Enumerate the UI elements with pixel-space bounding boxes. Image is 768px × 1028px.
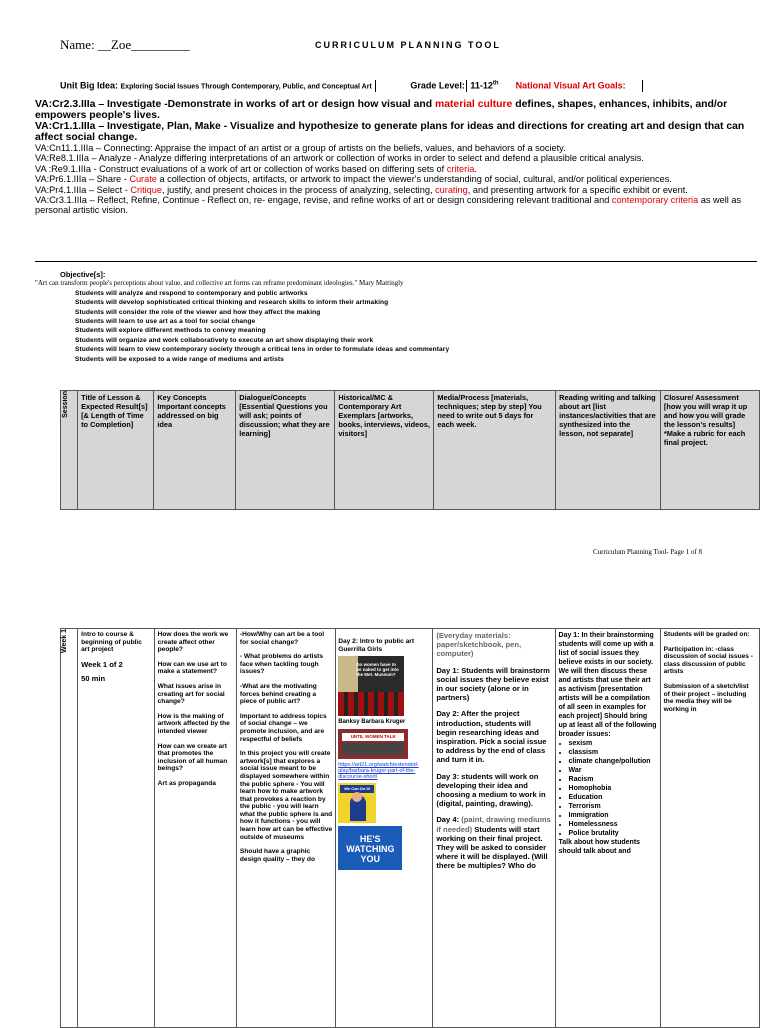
grade-label: Grade Level: xyxy=(410,80,465,91)
list-item: • Education xyxy=(569,793,657,802)
standard-item: VA:Cr1.1.IIIa – Investigate, Plan, Make - Visualize and hypothesize to generate plans for ideas and directions for creating art and design that can affect social change. xyxy=(35,121,745,143)
objective-item: Students will consider the role of the viewer and how they affect the making xyxy=(75,308,321,316)
kruger-photo xyxy=(342,743,404,755)
unit-row xyxy=(60,80,760,92)
header-cell: Historical/MC & Contemporary Art Exemplars [artworks, books, interviews, videos, visitors] xyxy=(335,391,434,510)
standard-item: VA:Cr2.3.IIIa – Investigate -Demonstrate in works of art or design how visual and material culture defines, shapes, enhances, inhibits, and/or empowers people's lives. xyxy=(35,99,728,121)
header-cell: Media/Process [materials, techniques; step by step] You need to write out 5 days for each week. xyxy=(434,391,556,510)
objectives-quote: "Art can transform people's perceptions about value, and collective art forms can reframe predominant ideologies." Mary Mattingly xyxy=(35,279,404,288)
kruger-text: UNTIL WOMEN TALK xyxy=(342,733,404,741)
poster-pattern xyxy=(338,692,404,716)
header-cell: Dialogue/Concepts [Essential Questions you will ask; points of discussion; what they are learning] xyxy=(236,391,335,510)
lesson-title-cell: Intro to course & beginning of public art project Week 1 of 2 50 min xyxy=(78,629,155,1028)
standard-item: VA:Re8.1.IIIa – Analyze - Analyze differing interpretations of an artwork or collection of works in order to select and defend a plausible critical analysis. xyxy=(35,153,644,164)
list-item: • Racism xyxy=(569,775,657,784)
standard-item: VA:Pr4.1.IIIa – Select - Critique, justify, and present choices in the process of analyzing, selecting, curating, and presenting artwork for a specific exhibit or event. xyxy=(35,184,688,195)
hes-watching-poster xyxy=(338,826,402,870)
unit-value: Exploring Social Issues Through Contemporary, Public, and Conceptual Art xyxy=(120,83,372,91)
media-process-cell: (Everyday materials: paper/sketchbook, pen, computer) Day 1: Students will brainstorm social issues they believe exist in our society (alone or in partners) Day 2: After the project introduction, students will begin researching ideas and inspiration. Pick a social issue to address by the end of class and turn it in. Day 3: students will work on developing their idea and choosing a medium to work in (digital, painting, drawing). Day 4: (paint, drawing mediums if needed) Students will start working on their final project. They will be asked to consider where it will be displayed. (Will there be multiples? Who do xyxy=(433,629,555,1028)
grade-value: 11-12 xyxy=(470,80,493,91)
artist-names: Banksy Barbara Kruger xyxy=(338,719,406,726)
list-item: • classism xyxy=(569,748,657,757)
goals-label: National Visual Art Goals: xyxy=(515,80,626,91)
week-cell: Week 1 xyxy=(61,629,78,1028)
exemplar-day2: Day 2: Intro to public art Guerrilla Girls xyxy=(338,638,415,653)
standard-item: VA:Cr3.1.IIIa – Reflect, Refine, Continue - Reflect on, re- engage, revise, and refine works of art or design considering relevant traditional and contemporary criteria as well as personal artistic vision. xyxy=(35,195,742,216)
poster-text: Do women have to be naked to get into the Met. Museum? xyxy=(356,662,399,678)
objective-item: Students will organize and work collaboratively to execute an art show displaying their work xyxy=(75,336,374,344)
objective-item: Students will learn to use art as a tool for social change xyxy=(75,318,256,326)
cursor-divider-3 xyxy=(642,80,643,92)
hes-watching-text: HE'S WATCHING YOU xyxy=(346,834,395,865)
dialogue-cell: -How/Why can art be a tool for social change? - What problems do artists face when tackling tough issues? -What are the motivating forces behind creating a piece of public art? Important to address topics of social change – we promote inclusion, and are respectful of beliefs In this project you will create artwork[s] that explores a social issue meant to be displayed somewhere within the public sphere - You will learn how to make artwork that provokes a reaction by the public - you will learn what the public sphere is and how it functions - you will learn how art can be effective outside of museums Should have a graphic design quality – they do xyxy=(236,629,335,1028)
issues-list xyxy=(559,739,657,838)
header-cell: Reading writing and talking about art [list instances/activities that are synthesized into the lesson, not separate] xyxy=(556,391,661,510)
list-item: • Immigration xyxy=(569,811,657,820)
standards-list xyxy=(35,99,750,216)
objectives-section xyxy=(35,270,750,364)
objective-item: Students will develop sophisticated critical thinking and research skills to inform their artmaking xyxy=(75,299,389,307)
session-cell: Session xyxy=(61,391,78,510)
list-item: • sexism xyxy=(569,739,657,748)
list-item: • Police brutality xyxy=(569,829,657,838)
list-item: • Homophobia xyxy=(569,784,657,793)
page-footer: Curriculum Planning Tool- Page 1 of 8 xyxy=(593,548,703,556)
list-item: • War xyxy=(569,766,657,775)
list-item: • climate change/pollution xyxy=(569,757,657,766)
table-row xyxy=(61,629,760,1028)
objectives-title: Objective[s]: xyxy=(60,270,106,279)
document-title: CURRICULUM PLANNING TOOL xyxy=(315,40,501,50)
student-name: Name: __Zoe_________ xyxy=(60,37,190,52)
standard-item: VA:Cn11.1.IIIa – Connecting: Appraise the impact of an artist or a group of artists on the beliefs, values, and behaviors of a society. xyxy=(35,143,566,153)
header-cell: Key Concepts Important concepts addressed on big idea xyxy=(154,391,236,510)
divider-line xyxy=(35,261,757,262)
table-header-row xyxy=(61,391,760,510)
objective-item: Students will analyze and respond to contemporary and public artworks xyxy=(75,289,308,297)
list-item: • Homelessness xyxy=(569,820,657,829)
header-cell: Title of Lesson & Expected Result[s] [& Length of Time to Completion] xyxy=(78,391,154,510)
we-can-do-it-poster xyxy=(338,783,376,823)
lesson-header-table xyxy=(60,390,760,510)
guerrilla-girls-poster xyxy=(338,656,404,716)
standard-item: VA:Pr6.1.IIIa – Share - Curate a collection of objects, artifacts, or artwork to impact the viewer's understanding of social, cultural, and/or political experiences. xyxy=(35,174,672,185)
cursor-divider-2 xyxy=(466,80,467,92)
grade-sup: th xyxy=(492,80,499,87)
objective-item: Students will learn to view contemporary society through a critical lens in order to formulate ideas and commentary xyxy=(75,346,450,354)
exemplars-cell xyxy=(336,629,433,1028)
art21-link[interactable]: https://art21.org/watch/extended-play/barbara-kruger-part-of-the-discourse-short/ xyxy=(338,762,419,781)
kruger-artwork xyxy=(338,729,408,759)
unit-label: Unit Big Idea: xyxy=(60,80,118,91)
reading-writing-cell: Day 1: In their brainstorming students will come up with a list of social issues they believe exists in our society. We will then discuss these and artists that use their art as activism [presentation artists will be a compilation of all seen in examples for each project] Should bring up at least all of the following broader issues: • sexism • classism • climate change/pollution • War • Racism • Homophobia • Education • Terrorism • Immigration • Homelessness • Police brutality Talk about how students should talk about and xyxy=(555,629,660,1028)
cursor-divider xyxy=(375,80,376,92)
objective-item: Students will be exposed to a wide range of mediums and artists xyxy=(75,355,284,363)
standard-item: VA :Re9.1.IIIa - Construct evaluations of a work of art or collection of works based on differing sets of criteria. xyxy=(35,163,477,174)
week-table xyxy=(60,628,760,1028)
header-cell: Closure/ Assessment [how you will wrap it up and how you will grade the lesson's results] *Make a rubric for each final project. xyxy=(660,391,759,510)
key-concepts-cell: How does the work we create affect other people? How can we use art to make a statement? What issues arise in creating art for social change? How is the making of artwork affected by the intended viewer How can we create art that promotes the inclusion of all human beings? Art as propaganda xyxy=(154,629,236,1028)
assessment-cell: Students will be graded on: Participation in: -class discussion of social issues -class discussion of public artists Submission of a sketch/list of their project – including the media they will be working in xyxy=(660,629,759,1028)
list-item: • Terrorism xyxy=(569,802,657,811)
objective-item: Students will explore different methods to convey meaning xyxy=(75,327,266,335)
we-can-do-it-text: We Can Do It! xyxy=(340,785,374,793)
